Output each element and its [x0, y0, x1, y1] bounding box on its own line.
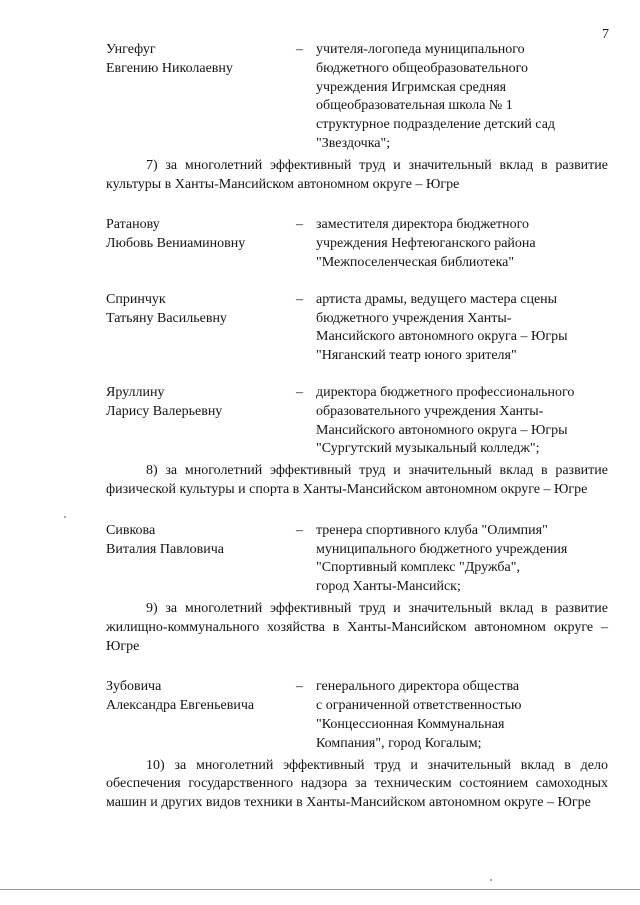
recipient-name [106, 522, 296, 597]
recipient-position [316, 291, 608, 366]
section-8-heading: 8) за многолетний эффективный труд и значительный вклад в развитие физической культуры и спорта в Ханты-Мансийском автономном округе – Югре [106, 463, 608, 497]
position-line: с ограниченной ответственностью [316, 698, 522, 714]
recipient-position [316, 41, 608, 154]
position-line: "Межпоселенческая библиотека" [316, 254, 515, 270]
position-line: учреждения Нефтеюганского района [316, 236, 536, 252]
section-7-heading: 7) за многолетний эффективный труд и значительный вклад в развитие культуры в Ханты-Мансийском автономном округе – Югре [106, 157, 608, 192]
recipient-given-names: Любовь Вениаминовну [106, 236, 246, 252]
position-line: бюджетного общеобразовательного [316, 60, 528, 76]
position-line: Мансийского автономного округа – Югры [316, 329, 568, 345]
recipient-name [106, 291, 296, 366]
award-entry [106, 522, 608, 597]
position-line: бюджетного учреждения Ханты- [316, 310, 512, 326]
award-entry [106, 216, 608, 272]
recipient-position [316, 678, 608, 753]
recipient-given-names: Виталия Павловича [106, 541, 224, 557]
recipient-surname: Унгефуг [106, 42, 156, 57]
document-body [106, 41, 608, 813]
position-line: Компания", город Когалым; [316, 735, 482, 751]
position-line: "Концессионная Коммунальная [316, 716, 505, 732]
scan-artifact [64, 516, 66, 518]
position-line: тренера спортивного клуба "Олимпия" [316, 522, 548, 538]
position-line: "Сургутский музыкальный колледж"; [316, 441, 540, 457]
position-line: артиста драмы, ведущего мастера сцены [316, 291, 558, 307]
recipient-name [106, 216, 296, 272]
award-entry [106, 291, 608, 366]
recipient-surname: Сивкова [106, 522, 156, 538]
dash: – [296, 522, 303, 538]
dash: – [296, 291, 303, 307]
page-number: 7 [602, 27, 609, 42]
recipient-position [316, 522, 608, 597]
recipient-surname: Ратанову [106, 217, 160, 233]
scan-artifact [490, 879, 492, 881]
position-line: учителя-логопеда муниципального [316, 42, 525, 57]
position-line: муниципального бюджетного учреждения [316, 541, 568, 557]
award-entry [106, 384, 608, 459]
award-entry [106, 41, 608, 154]
section-9-heading: 9) за многолетний эффективный труд и значительный вклад в развитие жилищно-коммунального хозяйства в Ханты-Мансийском автономном округе – Югре [106, 600, 608, 654]
recipient-given-names: Евгению Николаевну [106, 60, 233, 76]
recipient-surname: Спринчук [106, 291, 166, 307]
dash: – [296, 217, 303, 233]
dash: – [296, 679, 303, 695]
dash: – [296, 42, 303, 57]
position-line: генерального директора общества [316, 679, 520, 695]
recipient-surname: Яруллину [106, 384, 165, 400]
dash: – [296, 384, 303, 400]
position-line: Мансийского автономного округа – Югры [316, 422, 568, 438]
scan-edge-line [0, 889, 640, 890]
recipient-given-names: Александра Евгеньевича [106, 698, 255, 714]
award-entry [106, 678, 608, 753]
position-line: заместителя директора бюджетного [316, 217, 530, 233]
recipient-position [316, 384, 608, 459]
recipient-surname: Зубовича [106, 679, 162, 695]
position-line: "Звездочка"; [316, 135, 391, 151]
recipient-name [106, 41, 296, 154]
position-line: "Няганский театр юного зрителя" [316, 348, 517, 364]
position-line: образовательного учреждения Ханты- [316, 403, 544, 419]
position-line: структурное подразделение детский сад [316, 117, 556, 133]
recipient-position [316, 216, 608, 272]
section-10-heading: 10) за многолетний эффективный труд и значительный вклад в дело обеспечения государственного надзора за техническим состоянием самоходных машин и других видов техники в Ханты-Мансийском автономном округе – Югре [106, 757, 608, 811]
recipient-given-names: Татьяну Васильевну [106, 310, 227, 326]
position-line: учреждения Игримская средняя [316, 79, 507, 95]
position-line: директора бюджетного профессионального [316, 384, 575, 400]
recipient-name [106, 678, 296, 753]
position-line: город Ханты-Мансийск; [316, 579, 461, 595]
position-line: "Спортивный комплекс "Дружба", [316, 560, 520, 576]
recipient-given-names: Ларису Валерьевну [106, 403, 223, 419]
recipient-name [106, 384, 296, 459]
position-line: общеобразовательная школа № 1 [316, 98, 513, 114]
